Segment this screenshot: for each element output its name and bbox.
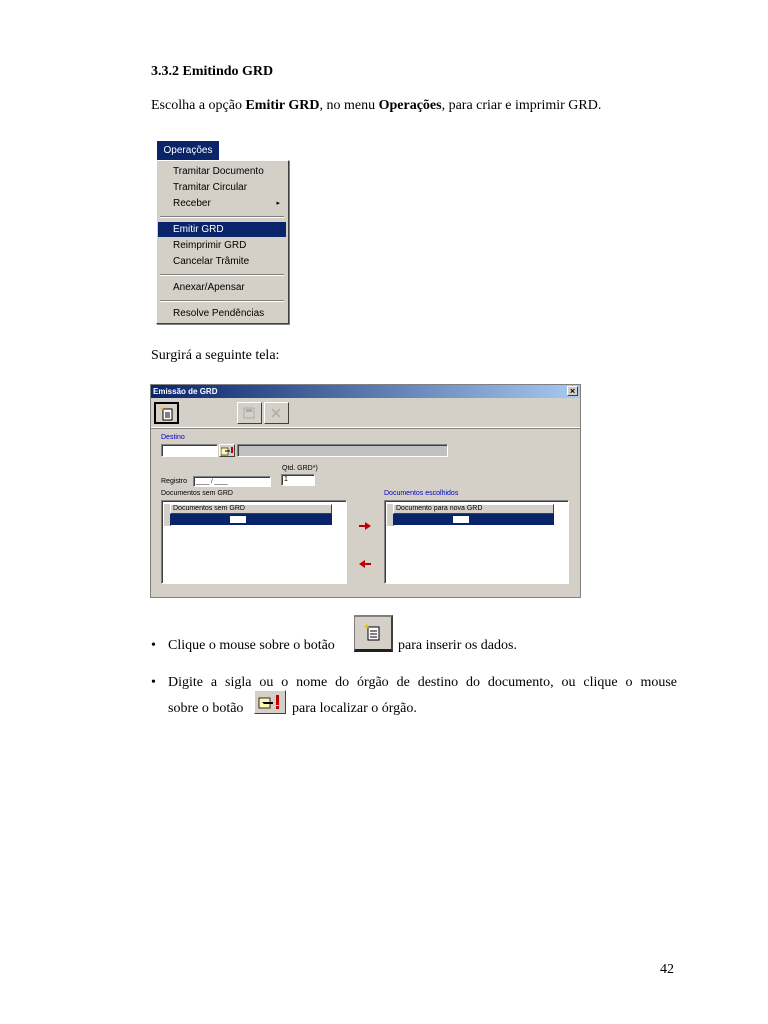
new-document-icon [160, 407, 175, 421]
right-list-selected-row[interactable] [393, 514, 554, 525]
menu-item-label: Tramitar Documento [173, 166, 264, 177]
dialog-title: Emissão de GRD [153, 387, 218, 396]
menu-item-reimprimir-grd[interactable] [158, 238, 286, 253]
documentos-sem-grd-list[interactable] [161, 500, 347, 584]
find-destino-button[interactable] [219, 444, 235, 457]
menu-item-cancelar-tramite[interactable] [158, 254, 286, 269]
left-list-label: Documentos sem GRD [161, 490, 233, 497]
right-list-label: Documentos escolhidos [384, 490, 459, 497]
save-button[interactable] [237, 402, 262, 424]
intro-bold-emitir: Emitir GRD [245, 98, 320, 113]
dialog-toolbar [151, 399, 580, 428]
cancel-icon [269, 406, 284, 420]
arrow-left-icon[interactable] [359, 560, 371, 568]
menu-item-anexar-apensar[interactable] [158, 280, 286, 295]
bullet-2-after: para localizar o órgão. [292, 701, 417, 716]
save-icon [242, 406, 257, 420]
destino-label: Destino [161, 434, 185, 441]
intro-text-1: Escolha a opção [151, 98, 246, 113]
section-heading: 3.3.2 Emitindo GRD [151, 64, 274, 79]
menu-item-tramitar-documento[interactable] [158, 164, 286, 179]
bullet-dot: • [151, 675, 156, 690]
find-locator-icon [221, 446, 234, 456]
cancel-button[interactable] [264, 402, 289, 424]
menu-item-resolve-pendencias[interactable] [158, 306, 286, 321]
bullet-dot: • [151, 638, 156, 653]
intro-text-2: , no menu [319, 98, 379, 113]
destino-name-display [237, 444, 448, 457]
qtd-grd-label: Qtd. GRD*) [282, 465, 318, 472]
surgira-text: Surgirá a seguinte tela: [151, 348, 280, 363]
menu-item-label: Cancelar Trâmite [173, 256, 250, 267]
inline-new-button [354, 615, 393, 652]
intro-paragraph [151, 98, 601, 114]
left-list-header[interactable]: Documentos sem GRD [170, 504, 332, 514]
menu-dropdown [156, 160, 289, 324]
destino-input[interactable] [161, 444, 218, 457]
registro-input[interactable]: ____ / ____ [193, 476, 271, 487]
find-locator-icon [258, 694, 282, 710]
registro-label: Registro [161, 478, 188, 485]
close-button[interactable]: × [567, 386, 578, 396]
bullet-2-line-1: Digite a sigla ou o nome do órgão de destino do documento, ou clique o mouse [168, 675, 677, 690]
right-list-header[interactable]: Documento para nova GRD [393, 504, 554, 514]
new-document-icon [364, 624, 382, 641]
page-number: 42 [660, 962, 674, 977]
left-list-selected-row[interactable] [170, 514, 332, 525]
arrow-right-icon[interactable] [359, 522, 371, 530]
menu-separator [160, 216, 284, 218]
intro-bold-operacoes: Operações [378, 98, 442, 113]
operacoes-menu-screenshot [154, 138, 289, 324]
selected-cell [453, 516, 469, 523]
documentos-escolhidos-list[interactable] [384, 500, 569, 584]
menu-item-emitir-grd[interactable] [158, 222, 286, 237]
menu-item-label: Tramitar Circular [173, 182, 248, 193]
menu-separator [160, 300, 284, 302]
bullet-2-before: sobre o botão [168, 701, 244, 716]
new-button[interactable] [154, 402, 179, 424]
menu-title-operacoes[interactable]: Operações [156, 140, 220, 161]
menu-item-receber[interactable] [158, 196, 286, 211]
menu-item-label: Resolve Pendências [173, 308, 265, 319]
menu-item-label: Receber [173, 198, 211, 209]
menu-item-label: Reimprimir GRD [173, 240, 247, 251]
menu-item-label: Anexar/Apensar [173, 282, 245, 293]
menu-separator [160, 274, 284, 276]
bullet-1-after: para inserir os dados. [398, 638, 517, 653]
intro-text-3: , para criar e imprimir GRD. [441, 98, 602, 113]
menu-item-tramitar-circular[interactable] [158, 180, 286, 195]
menu-item-label: Emitir GRD [173, 224, 224, 235]
qtd-grd-input[interactable]: 1 [281, 474, 315, 486]
emissao-grd-dialog [150, 384, 581, 598]
dialog-titlebar [151, 385, 580, 398]
selected-cell [230, 516, 246, 523]
inline-find-button [254, 690, 286, 714]
submenu-arrow-icon: ▸ [276, 200, 280, 207]
bullet-1-before: Clique o mouse sobre o botão [168, 638, 335, 653]
